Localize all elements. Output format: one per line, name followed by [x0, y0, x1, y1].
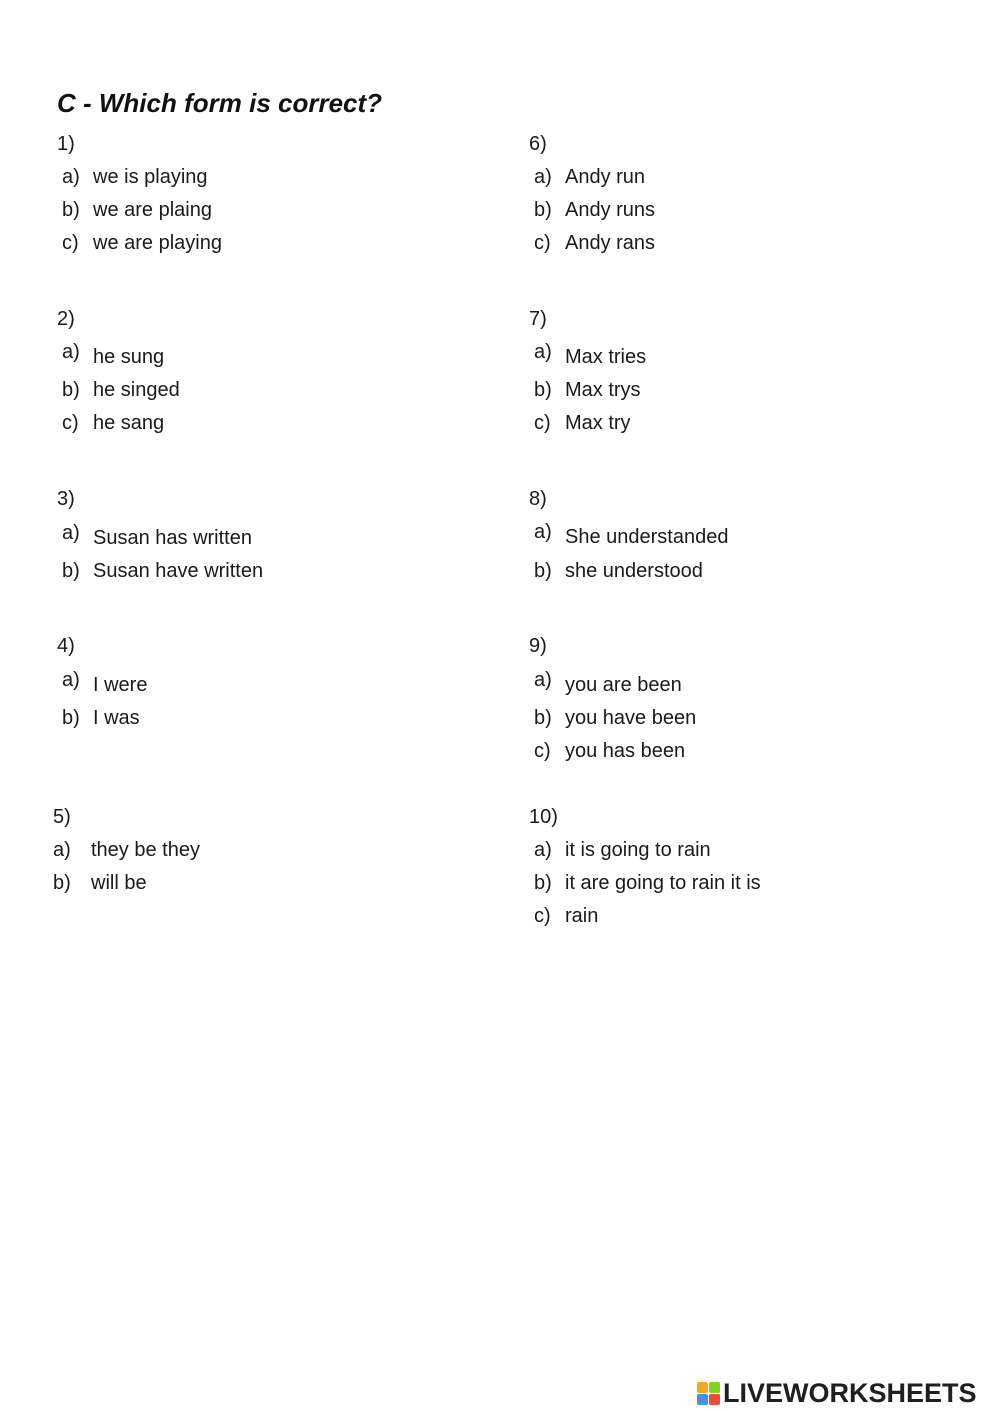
question-number: 10): [529, 806, 558, 828]
logo-icon: [697, 1382, 720, 1405]
question-number: 9): [529, 635, 547, 657]
logo-square-3: [697, 1394, 708, 1405]
question-number: 6): [529, 133, 547, 155]
question-number: 1): [57, 133, 75, 155]
question-number: 8): [529, 488, 547, 510]
question-number: 5): [53, 806, 71, 828]
question-number: 3): [57, 488, 75, 510]
question-number: 7): [529, 308, 547, 330]
logo-text: LIVEWORKSHEETS: [723, 1377, 977, 1408]
logo-square-1: [697, 1382, 708, 1393]
logo-square-4: [709, 1394, 720, 1405]
question-number: 4): [57, 635, 75, 657]
liveworksheets-logo[interactable]: [697, 1377, 977, 1409]
logo-square-2: [709, 1382, 720, 1393]
page-title: C - Which form is correct?: [57, 88, 383, 118]
question-number: 2): [57, 308, 75, 330]
